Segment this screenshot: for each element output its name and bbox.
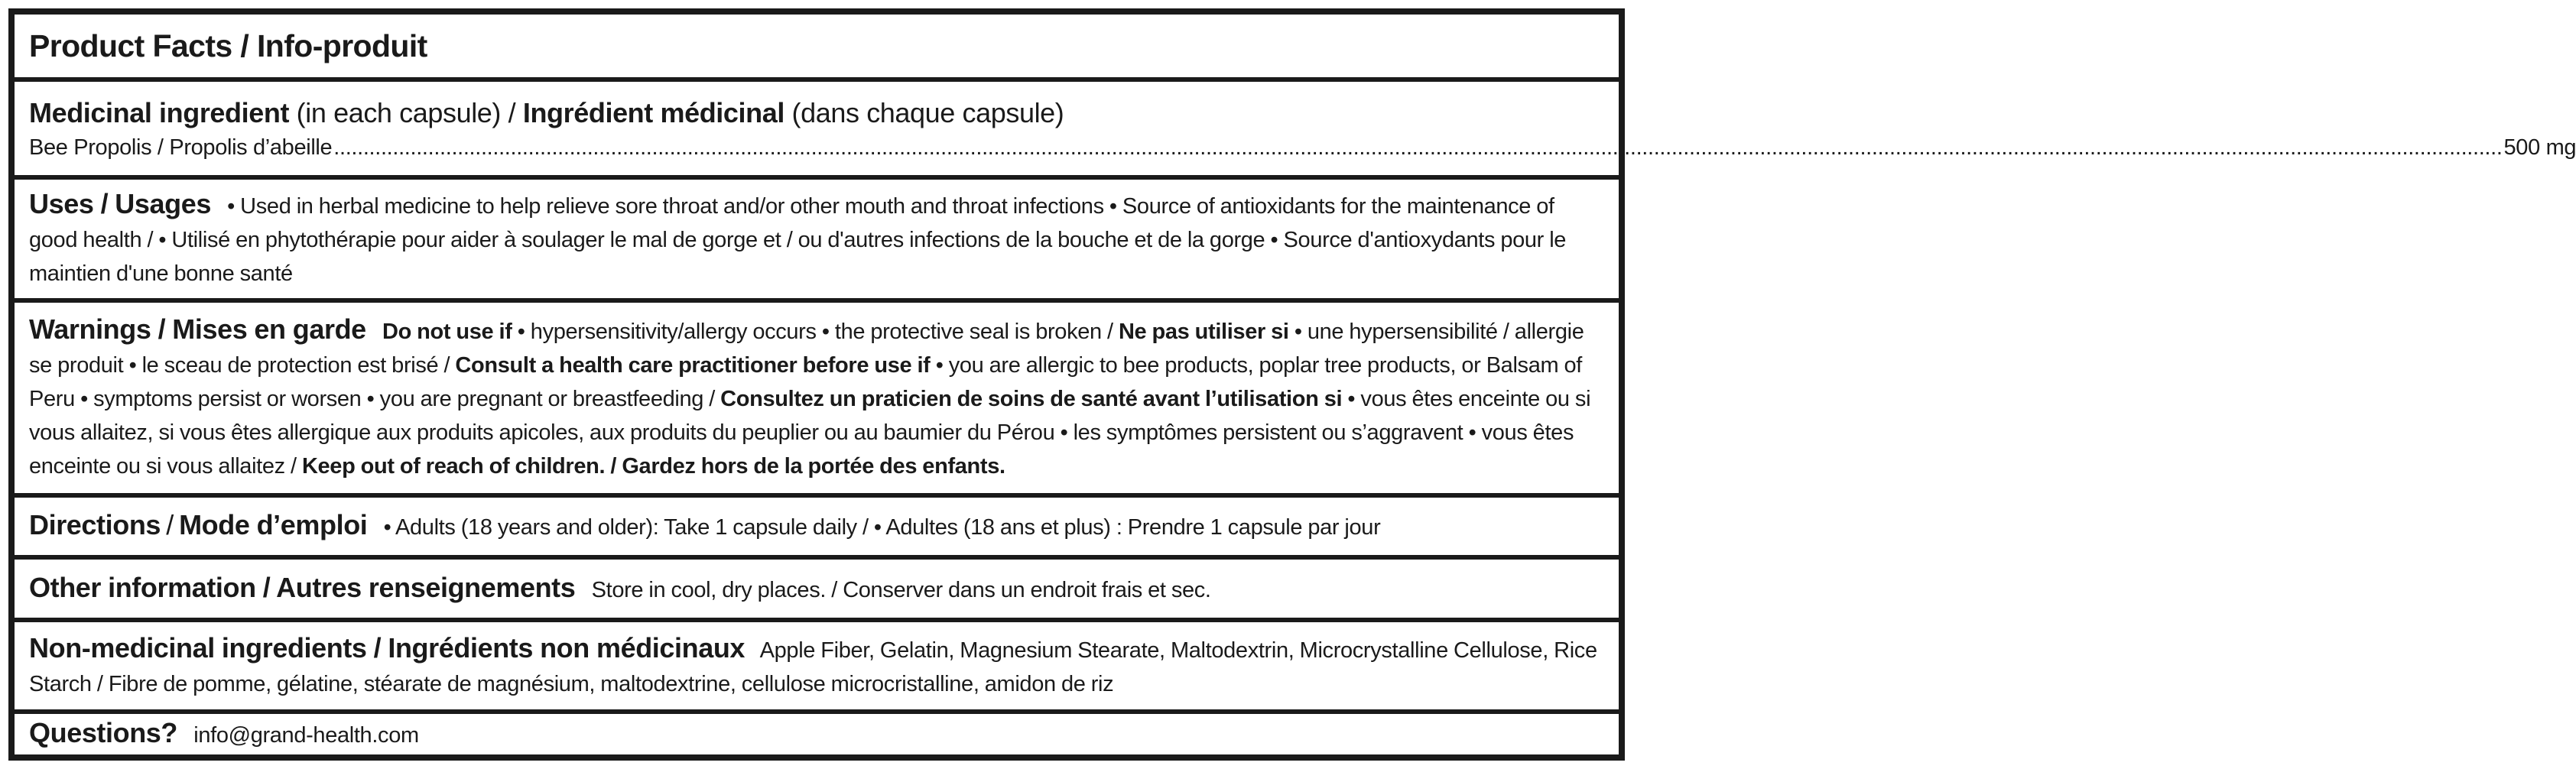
medicinal-heading-en: Medicinal ingredient: [29, 96, 290, 128]
medicinal-ingredient-section: [15, 82, 2576, 180]
directions-text: • Adults (18 years and older): Take 1 capsule daily / • Adultes (18 ans et plus) : Prendre 1 capsule par jour: [383, 515, 1381, 540]
do-not-use-en: Do not use if: [382, 320, 512, 344]
directions-section: [15, 498, 1619, 560]
directions-paragraph: [29, 508, 1608, 544]
warnings-text-4: • vous êtes enceinte ou si vous allaitez, si vous êtes allergique aux produits apicoles, aux produits du peuplier ou au baumier du Pérou • les symptômes persistent ou s’aggravent • vous êtes enceinte ou si vous allaitez /: [29, 387, 1591, 479]
questions-paragraph: [29, 716, 1608, 752]
page-title: Product Facts / Info-produit: [29, 28, 427, 63]
non-medicinal-text: Apple Fiber, Gelatin, Magnesium Stearate, Maltodextrin, Microcrystalline Cellulose, Rice Starch / Fibre de pomme, gélatine, stéarate de magnésium, maltodextrine, cellulose microcristalline, amidon de riz: [29, 638, 1597, 696]
questions-heading: Questions?: [29, 717, 178, 748]
directions-heading-fr: Mode d’emploi: [179, 509, 368, 540]
contact-email[interactable]: info@grand-health.com: [193, 723, 419, 748]
directions-separator: /: [166, 509, 174, 540]
title-section: [15, 15, 1619, 82]
ingredient-name: Bee Propolis / Propolis d’abeille: [29, 135, 333, 160]
directions-heading-en: Directions: [29, 509, 161, 540]
non-medicinal-heading: Non-medicinal ingredients / Ingrédients non médicinaux: [29, 631, 746, 664]
product-facts-panel: [8, 8, 2576, 761]
consult-fr: Consultez un praticien de soins de santé avant l’utilisation si: [720, 387, 1343, 411]
dot-leader: ................................................................................................................................................................................................................................................................................................................................................................................: [333, 135, 2503, 160]
other-information-section: [15, 560, 1619, 622]
warnings-heading: Warnings / Mises en garde: [29, 313, 366, 345]
warnings-text-1: • hypersensitivity/allergy occurs • the protective seal is broken /: [517, 320, 1113, 344]
ingredient-amount: 500 mg: [2503, 135, 2576, 160]
ingredient-row: [29, 135, 2576, 161]
consult-en: Consult a health care practitioner before use if: [455, 353, 931, 378]
warnings-section: [15, 303, 1619, 498]
non-medicinal-section: [15, 622, 1619, 714]
uses-paragraph: [29, 187, 1608, 290]
other-heading: Other information / Autres renseignements: [29, 571, 576, 603]
medicinal-heading-fr: Ingrédient médicinal: [522, 96, 784, 128]
other-paragraph: [29, 571, 1608, 607]
warnings-text-3: • you are allergic to bee products, poplar tree products, or Balsam of Peru • symptoms persist or worsen • you are pregnant or breastfeeding /: [29, 353, 1582, 411]
keep-out-of-reach: Keep out of reach of children. / Gardez hors de la portée des enfants.: [301, 454, 1005, 479]
other-text: Store in cool, dry places. / Conserver dans un endroit frais et sec.: [591, 577, 1211, 602]
medicinal-qualifier-fr: (dans chaque capsule): [791, 96, 1064, 128]
uses-section: [15, 180, 1619, 303]
uses-heading: Uses / Usages: [29, 188, 211, 219]
non-medicinal-paragraph: [29, 631, 1608, 701]
warnings-text-2: • une hypersensibilité / allergie se produit • le sceau de protection est brisé /: [29, 320, 1584, 378]
warnings-paragraph: [29, 313, 1608, 483]
medicinal-qualifier-en: (in each capsule): [296, 96, 502, 128]
uses-text: • Used in herbal medicine to help relieve sore throat and/or other mouth and throat infections • Source of antioxidants for the maintenance of good health / • Utilisé en phytothérapie pour aider à soulager le mal de gorge et / ou d'autres infections de la bouche et de la gorge • Source d'antioxydants pour le maintien d'une bonne santé: [29, 194, 1567, 286]
do-not-use-fr: Ne pas utiliser si: [1118, 320, 1289, 344]
medicinal-separator: /: [508, 96, 516, 128]
questions-section: [15, 714, 1619, 754]
medicinal-heading-line: [29, 97, 1608, 129]
